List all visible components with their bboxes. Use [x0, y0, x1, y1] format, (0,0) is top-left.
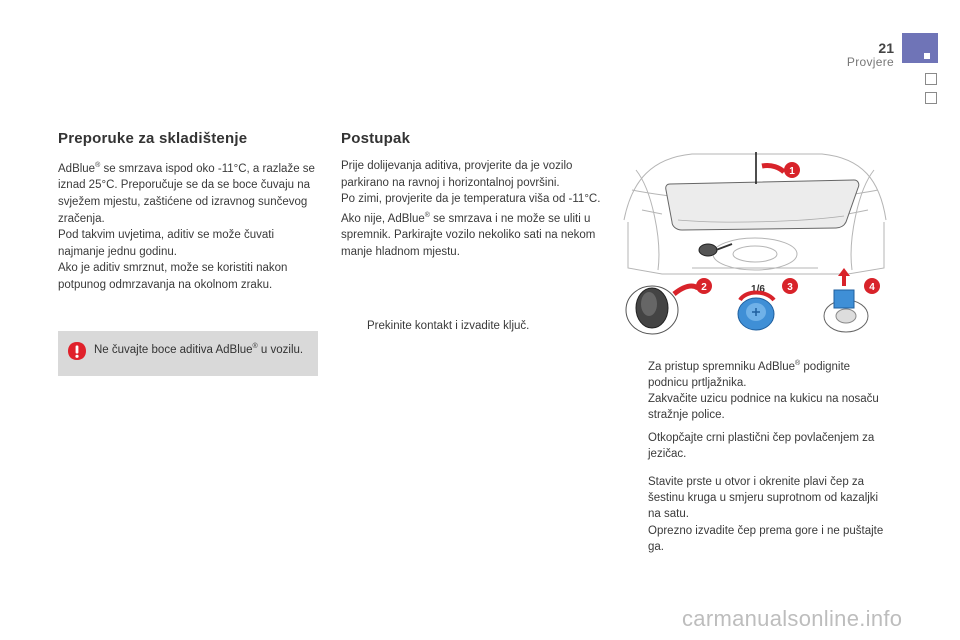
- section-label: Provjere: [846, 55, 894, 69]
- turn-label: 1/6: [751, 284, 765, 295]
- trunk-floor-panel: [666, 180, 859, 230]
- section-tab-3[interactable]: [925, 92, 937, 104]
- procedure-paragraph: Prije dolijevanja aditiva, provjerite da je vozilo parkirano na ravnoj i horizontalnoj površini. Po zimi, provjerite da je temperatura viša od -11°C. Ako nije, AdBlue® se smrzava i ne može se uliti u spremnik. Parkirajte vozilo nekoliko sati na nekom manje hladnom mjestu.: [341, 160, 601, 258]
- procedure-section: [341, 130, 611, 260]
- warning-box: [58, 331, 318, 376]
- callout-1-label: 1: [789, 166, 795, 177]
- tab-dot-icon: [924, 53, 930, 59]
- callout-2-label: 2: [701, 282, 707, 293]
- procedure-title: Postupak: [341, 130, 411, 147]
- callout-4-label: 4: [869, 282, 875, 293]
- storage-title: Preporuke za skladištenje: [58, 130, 248, 147]
- detail-blue-cap: [738, 278, 798, 330]
- detail-black-cap: [626, 278, 712, 334]
- callout-1: [762, 162, 800, 178]
- warning-exclamation-icon: [67, 341, 87, 361]
- page-number: 21: [878, 40, 894, 56]
- callout-3-label: 3: [787, 282, 793, 293]
- detail-cap-removed: [824, 268, 880, 332]
- section-tab-active[interactable]: [902, 33, 938, 63]
- section-tab-2[interactable]: [925, 73, 937, 85]
- storage-section: [58, 130, 320, 294]
- storage-paragraph-1: AdBlue® se smrzava ispod oko -11°C, a razlaže se iznad 25°C. Preporučuje se da se boce čuvaju na svježem mjestu, zaštićene od izravnog sunčevog zračenja. Pod takvim uvjetima, aditiv se može čuvati najmanje jednu godinu. Ako je aditiv smrznut, može se koristiti nakon potpunog odmrzavanja na okolnom zraku.: [58, 162, 315, 291]
- filler-cap-small: [699, 244, 717, 256]
- warning-text: Ne čuvajte boce aditiva AdBlue® u vozilu.: [94, 343, 304, 356]
- trunk-adblue-illustration: [622, 150, 888, 340]
- watermark-text: carmanualsonline.info: [682, 606, 903, 631]
